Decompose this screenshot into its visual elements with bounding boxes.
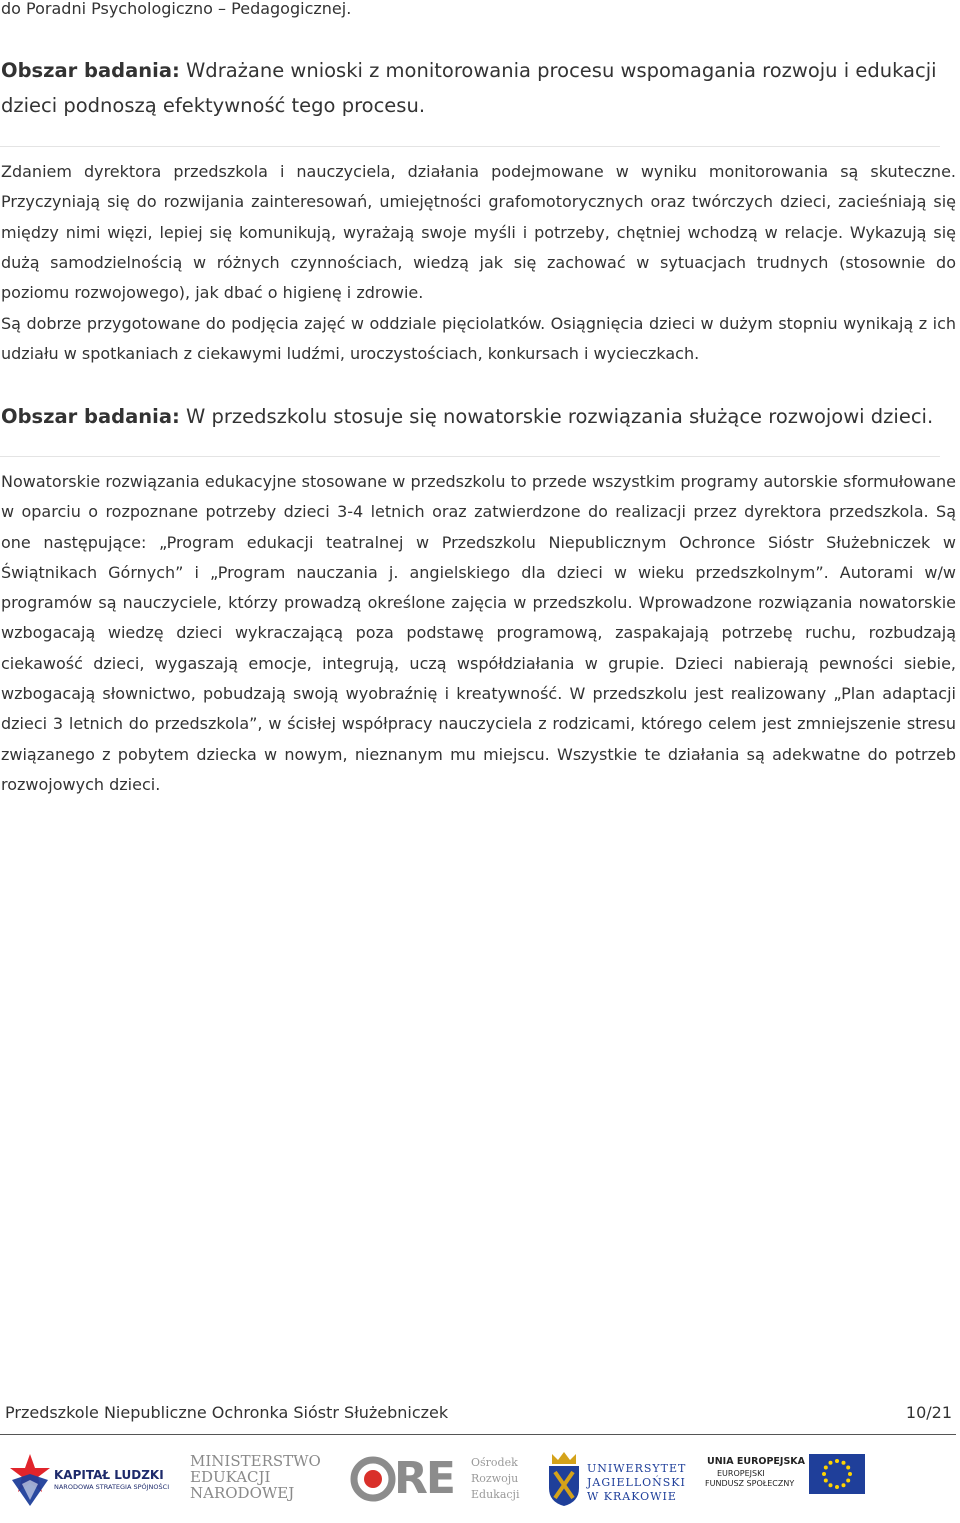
unia-europejska-logo xyxy=(703,1448,865,1510)
ministerstwo-edukacji-logo xyxy=(188,1448,321,1510)
section-heading-text: Wdrażane wnioski z monitorowania procesu wspomagania rozwoju i edukacji dzieci podnoszą efektywność tego procesu. xyxy=(1,59,937,117)
section-heading-2 xyxy=(1,399,957,434)
ore-line-3: Edukacji xyxy=(471,1488,520,1501)
section-heading-label: Obszar badania: xyxy=(1,405,180,428)
men-line-2: EDUKACJI xyxy=(190,1468,271,1486)
uj-line-1: UNIWERSYTET xyxy=(587,1462,687,1475)
footer-org-name: Przedszkole Niepubliczne Ochronka Sióstr Służebniczek xyxy=(5,1403,449,1422)
ore-circle-icon xyxy=(350,1456,396,1502)
section-divider xyxy=(0,146,940,147)
eu-flag-icon xyxy=(809,1454,865,1494)
uniwersytet-jagiellonski-logo xyxy=(546,1448,687,1510)
footer-page-number: 10/21 xyxy=(905,1403,952,1422)
ue-line-2: EUROPEJSKI xyxy=(717,1469,765,1478)
uj-line-3: W KRAKOWIE xyxy=(587,1490,677,1503)
uj-line-2: JAGIELLOŃSKI xyxy=(587,1476,686,1489)
ore-logo xyxy=(350,1448,520,1510)
uj-crest-icon xyxy=(546,1450,582,1508)
ue-line-3: FUNDUSZ SPOŁECZNY xyxy=(705,1479,795,1488)
paragraph: Zdaniem dyrektora przedszkola i nauczyciela, działania podejmowane w wyniku monitorowania są skuteczne. Przyczyniają się do rozwijania zainteresowań, umiejętności grafomotorycznych oraz twórczych dzieci, zacieśniają się między nimi więzi, lepiej się komunikują, wyrażają swoje myśli i potrzeby, chętniej wchodzą w relacje. Wykazują się dużą samodzielnością w różnych czynnościach, wiedzą jak się zachować w sytuacjach trudnych (stosownie do poziomu rozwojowego), jak dbać o higienę i zdrowie. xyxy=(1,162,956,303)
ore-line-2: Rozwoju xyxy=(471,1472,519,1485)
footer-rule xyxy=(0,1434,956,1435)
ore-line-1: Ośrodek xyxy=(471,1456,518,1469)
ore-wordmark: RE xyxy=(394,1453,454,1504)
paragraph: Nowatorskie rozwiązania edukacyjne stosowane w przedszkolu to przede wszystkim programy autorskie sformułowane w oparciu o rozpoznane potrzeby dzieci 3-4 letnich oraz zatwierdzone do realizacji przez dyrektora przedszkola. Są one następujące: „Program edukacji teatralnej w Przedszkolu Niepublicznym Ochronce Sióstr Służebniczek w Świątnikach Górnych” i „Program nauczania j. angielskiego dla dzieci w wieku przedszkolnym”. Autorami w/w programów są nauczyciele, którzy prowadzą określone zajęcia w przedszkolu. Wprowadzone rozwiązania nowatorskie wzbogacają wiedzę dzieci wykraczającą poza podstawę programową, zaspakajają potrzebę ruchu, rozbudzają ciekawość dzieci, wygaszają emocje, integrują, uczą współdziałania w grupie. Dzieci nabierają pewności siebie, wzbogacają słownictwo, pobudzają swoją wyobraźnię i kreatywność. W przedszkolu jest realizowany „Plan adaptacji dzieci 3 letnich do przedszkola”, w ścisłej współpracy nauczyciela z rodzicami, którego celem jest zmniejszenie stresu związanego z pobytem dziecka w nowym, nieznanym mu miejscu. Wszystkie te działania są adekwatne do potrzeb rozwojowych dzieci. xyxy=(1,472,956,794)
section-divider xyxy=(0,456,940,457)
kapital-ludzki-subtitle: NARODOWA STRATEGIA SPÓJNOŚCI xyxy=(54,1483,170,1491)
kapital-ludzki-emblem-icon xyxy=(8,1450,52,1508)
men-line-1: MINISTERSTWO xyxy=(190,1452,321,1470)
section-heading-text: W przedszkolu stosuje się nowatorskie rozwiązania służące rozwojowi dzieci. xyxy=(186,405,934,428)
continuation-text: do Poradni Psychologiczno – Pedagogicznej. xyxy=(1,0,352,18)
ue-line-1: UNIA EUROPEJSKA xyxy=(707,1456,805,1467)
kapital-ludzki-logo xyxy=(8,1448,170,1510)
kapital-ludzki-title: KAPITAŁ LUDZKI xyxy=(54,1468,164,1482)
paragraph: Są dobrze przygotowane do podjęcia zajęć w oddziale pięciolatków. Osiągnięcia dzieci w dużym stopniu wynikają z ich udziału w spotkaniach z ciekawymi ludźmi, uroczystościach, konkursach i wycieczkach. xyxy=(1,314,956,364)
men-line-3: NARODOWEJ xyxy=(190,1484,295,1502)
section-heading-label: Obszar badania: xyxy=(1,59,180,82)
section-heading-1 xyxy=(1,53,957,123)
